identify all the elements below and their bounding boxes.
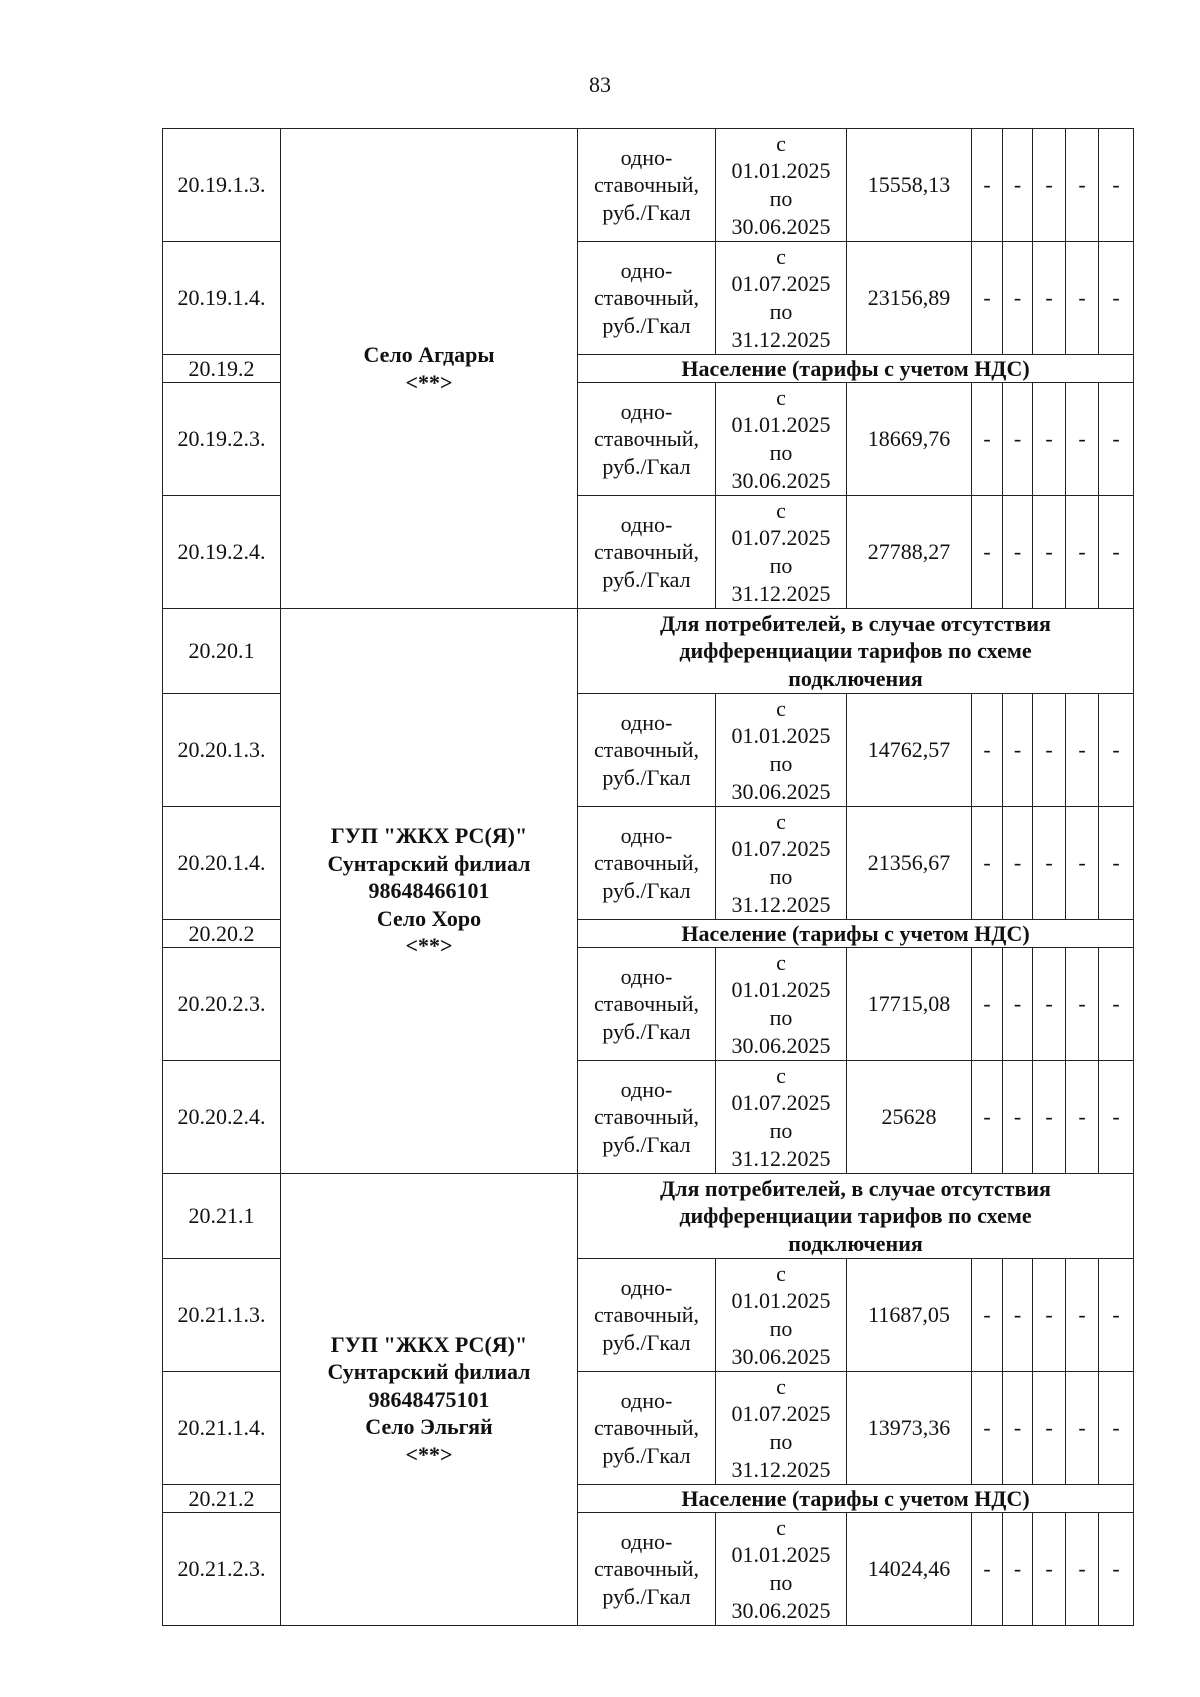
period-line: 01.01.2025: [731, 723, 831, 749]
tariff-type-cell: [578, 948, 716, 1061]
page-number: 83: [589, 72, 611, 97]
tariff-type-line: одно-: [620, 511, 673, 537]
empty-value-dash: -: [1066, 383, 1099, 496]
period-line: по: [769, 1429, 793, 1454]
empty-value-dash: -: [1003, 383, 1033, 496]
period-line: 01.01.2025: [731, 977, 831, 1003]
empty-value-dash: -: [1099, 129, 1134, 242]
period-line: по: [769, 1570, 793, 1595]
empty-value-dash: -: [1066, 129, 1099, 242]
empty-value-dash: -: [1033, 807, 1066, 920]
organization-line: <**>: [405, 1441, 453, 1467]
empty-value-dash: -: [972, 948, 1003, 1061]
period-line: 01.07.2025: [731, 836, 831, 862]
tariff-table: [162, 128, 1134, 1626]
tariff-type-line: ставочный,: [594, 850, 699, 876]
period-line: по: [769, 186, 793, 211]
tariff-type-line: ставочный,: [594, 737, 699, 763]
organization-line: <**>: [405, 369, 453, 395]
empty-value-dash: -: [972, 1513, 1003, 1626]
period-line: по: [769, 299, 793, 324]
empty-value-dash: -: [1003, 1372, 1033, 1485]
empty-value-dash: -: [1099, 694, 1134, 807]
tariff-type-line: руб./Гкал: [602, 1583, 691, 1609]
empty-value-dash: -: [1003, 1061, 1033, 1174]
tariff-value: 14762,57: [847, 694, 972, 807]
tariff-type-line: руб./Гкал: [602, 566, 691, 592]
period-line: 30.06.2025: [731, 1032, 831, 1058]
empty-value-dash: -: [1099, 1372, 1134, 1485]
population-header: Население (тарифы с учетом НДС): [578, 1485, 1134, 1513]
tariff-type-cell: [578, 807, 716, 920]
empty-value-dash: -: [1066, 807, 1099, 920]
tariff-type-line: ставочный,: [594, 539, 699, 565]
empty-value-dash: -: [972, 496, 1003, 609]
tariff-type-cell: [578, 1061, 716, 1174]
organization-line: 98648466101: [368, 878, 490, 904]
period-line: по: [769, 751, 793, 776]
organization-cell: [281, 1174, 578, 1626]
tariff-type-cell: [578, 1372, 716, 1485]
period-line: 30.06.2025: [731, 778, 831, 804]
empty-value-dash: -: [1033, 242, 1066, 355]
tariff-type-line: руб./Гкал: [602, 1131, 691, 1157]
period-line: с: [776, 130, 786, 156]
empty-value-dash: -: [1066, 496, 1099, 609]
period-line: с: [776, 1373, 786, 1399]
period-line: 01.01.2025: [731, 158, 831, 184]
empty-value-dash: -: [1003, 1259, 1033, 1372]
row-code: 20.20.2: [163, 920, 281, 948]
tariff-type-line: одно-: [620, 1387, 673, 1413]
empty-value-dash: -: [1099, 1513, 1134, 1626]
period-cell: [716, 1372, 847, 1485]
period-line: с: [776, 497, 786, 523]
row-code: 20.20.1.3.: [163, 694, 281, 807]
tariff-type-line: одно-: [620, 709, 673, 735]
tariff-type-cell: [578, 129, 716, 242]
empty-value-dash: -: [1003, 694, 1033, 807]
empty-value-dash: -: [1033, 948, 1066, 1061]
empty-value-dash: -: [1099, 1061, 1134, 1174]
tariff-type-line: одно-: [620, 257, 673, 283]
table-row: [163, 609, 1134, 694]
tariff-type-line: ставочный,: [594, 172, 699, 198]
period-line: 30.06.2025: [731, 213, 831, 239]
tariff-value: 27788,27: [847, 496, 972, 609]
table-row: [163, 129, 1134, 242]
tariff-type-line: одно-: [620, 144, 673, 170]
organization-line: ГУП "ЖКХ РС(Я)": [330, 823, 528, 849]
empty-value-dash: -: [1099, 383, 1134, 496]
empty-value-dash: -: [1066, 1061, 1099, 1174]
consumers-header: [578, 1174, 1134, 1259]
row-code: 20.19.2.3.: [163, 383, 281, 496]
period-line: 01.07.2025: [731, 1090, 831, 1116]
empty-value-dash: -: [1003, 242, 1033, 355]
empty-value-dash: -: [972, 129, 1003, 242]
tariff-type-line: руб./Гкал: [602, 453, 691, 479]
tariff-type-cell: [578, 1259, 716, 1372]
row-code: 20.21.1.4.: [163, 1372, 281, 1485]
tariff-type-cell: [578, 496, 716, 609]
row-code: 20.21.2: [163, 1485, 281, 1513]
empty-value-dash: -: [972, 242, 1003, 355]
empty-value-dash: -: [1066, 1513, 1099, 1626]
period-line: с: [776, 1514, 786, 1540]
tariff-value: 23156,89: [847, 242, 972, 355]
period-line: с: [776, 1260, 786, 1286]
empty-value-dash: -: [1033, 383, 1066, 496]
tariff-type-cell: [578, 694, 716, 807]
empty-value-dash: -: [1066, 694, 1099, 807]
row-code: 20.21.1.3.: [163, 1259, 281, 1372]
period-line: 01.07.2025: [731, 1401, 831, 1427]
empty-value-dash: -: [972, 1259, 1003, 1372]
empty-value-dash: -: [1003, 496, 1033, 609]
row-code: 20.19.2.4.: [163, 496, 281, 609]
period-line: 30.06.2025: [731, 1597, 831, 1623]
empty-value-dash: -: [1033, 694, 1066, 807]
tariff-type-line: ставочный,: [594, 285, 699, 311]
organization-cell: [281, 609, 578, 1174]
tariff-type-line: руб./Гкал: [602, 1329, 691, 1355]
population-header: Население (тарифы с учетом НДС): [578, 355, 1134, 383]
tariff-type-line: руб./Гкал: [602, 1018, 691, 1044]
empty-value-dash: -: [1033, 1513, 1066, 1626]
row-code: 20.20.1.4.: [163, 807, 281, 920]
period-line: 30.06.2025: [731, 1343, 831, 1369]
empty-value-dash: -: [1033, 1061, 1066, 1174]
empty-value-dash: -: [1099, 242, 1134, 355]
tariff-value: 21356,67: [847, 807, 972, 920]
tariff-type-line: руб./Гкал: [602, 199, 691, 225]
tariff-type-cell: [578, 1513, 716, 1626]
row-code: 20.20.2.3.: [163, 948, 281, 1061]
period-cell: [716, 1061, 847, 1174]
empty-value-dash: -: [1033, 1372, 1066, 1485]
period-line: 30.06.2025: [731, 467, 831, 493]
tariff-type-line: одно-: [620, 398, 673, 424]
tariff-type-line: ставочный,: [594, 1302, 699, 1328]
table-row: [163, 1174, 1134, 1259]
period-line: с: [776, 243, 786, 269]
empty-value-dash: -: [1066, 948, 1099, 1061]
empty-value-dash: -: [1066, 242, 1099, 355]
tariff-type-cell: [578, 383, 716, 496]
row-code: 20.19.1.4.: [163, 242, 281, 355]
tariff-value: 17715,08: [847, 948, 972, 1061]
empty-value-dash: -: [1099, 807, 1134, 920]
tariff-value: 25628: [847, 1061, 972, 1174]
tariff-value: 14024,46: [847, 1513, 972, 1626]
tariff-type-line: руб./Гкал: [602, 1442, 691, 1468]
empty-value-dash: -: [1066, 1259, 1099, 1372]
organization-line: <**>: [405, 933, 453, 959]
tariff-type-line: одно-: [620, 1076, 673, 1102]
empty-value-dash: -: [1033, 1259, 1066, 1372]
consumers-header: [578, 609, 1134, 694]
tariff-type-line: ставочный,: [594, 1104, 699, 1130]
empty-value-dash: -: [972, 383, 1003, 496]
row-code: 20.20.2.4.: [163, 1061, 281, 1174]
period-cell: [716, 1259, 847, 1372]
organization-line: Село Эльгяй: [365, 1414, 493, 1440]
organization-line: Сунтарский филиал: [327, 1359, 531, 1385]
empty-value-dash: -: [1099, 948, 1134, 1061]
organization-line: ГУП "ЖКХ РС(Я)": [330, 1331, 528, 1357]
tariff-type-cell: [578, 242, 716, 355]
period-cell: [716, 807, 847, 920]
period-line: по: [769, 1316, 793, 1341]
tariff-type-line: руб./Гкал: [602, 877, 691, 903]
period-line: по: [769, 553, 793, 578]
tariff-type-line: одно-: [620, 963, 673, 989]
period-line: 31.12.2025: [731, 580, 831, 606]
period-line: 01.07.2025: [731, 525, 831, 551]
organization-line: 98648475101: [368, 1386, 490, 1412]
period-cell: [716, 694, 847, 807]
period-line: по: [769, 1005, 793, 1030]
period-line: с: [776, 808, 786, 834]
organization-line: Село Хоро: [376, 905, 482, 931]
empty-value-dash: -: [972, 694, 1003, 807]
empty-value-dash: -: [1033, 129, 1066, 242]
period-cell: [716, 242, 847, 355]
tariff-type-line: ставочный,: [594, 991, 699, 1017]
row-code: 20.21.1: [163, 1174, 281, 1259]
consumers-header-line: Для потребителей, в случае отсутствия: [660, 610, 1051, 636]
empty-value-dash: -: [972, 1372, 1003, 1485]
row-code: 20.19.1.3.: [163, 129, 281, 242]
consumers-header-line: подключения: [788, 1230, 923, 1256]
tariff-type-line: ставочный,: [594, 426, 699, 452]
period-line: по: [769, 440, 793, 465]
tariff-type-line: ставочный,: [594, 1556, 699, 1582]
empty-value-dash: -: [972, 807, 1003, 920]
period-cell: [716, 948, 847, 1061]
row-code: 20.21.2.3.: [163, 1513, 281, 1626]
period-cell: [716, 383, 847, 496]
period-line: 01.01.2025: [731, 1288, 831, 1314]
period-line: по: [769, 1118, 793, 1143]
consumers-header-line: Для потребителей, в случае отсутствия: [660, 1175, 1051, 1201]
tariff-value: 11687,05: [847, 1259, 972, 1372]
tariff-value: 15558,13: [847, 129, 972, 242]
empty-value-dash: -: [1003, 129, 1033, 242]
period-line: с: [776, 949, 786, 975]
tariff-type-line: руб./Гкал: [602, 312, 691, 338]
empty-value-dash: -: [1003, 1513, 1033, 1626]
row-code: 20.19.2: [163, 355, 281, 383]
consumers-header-line: дифференциации тарифов по схеме: [679, 1203, 1032, 1229]
empty-value-dash: -: [1099, 496, 1134, 609]
period-cell: [716, 129, 847, 242]
period-line: с: [776, 695, 786, 721]
empty-value-dash: -: [1066, 1372, 1099, 1485]
period-line: с: [776, 384, 786, 410]
tariff-type-line: одно-: [620, 1274, 673, 1300]
population-header: Население (тарифы с учетом НДС): [578, 920, 1134, 948]
consumers-header-line: дифференциации тарифов по схеме: [679, 638, 1032, 664]
period-line: 31.12.2025: [731, 1456, 831, 1482]
tariff-type-line: ставочный,: [594, 1415, 699, 1441]
organization-line: Сунтарский филиал: [327, 850, 531, 876]
tariff-table-body: [163, 129, 1134, 1626]
period-cell: [716, 496, 847, 609]
empty-value-dash: -: [1003, 807, 1033, 920]
tariff-type-line: одно-: [620, 822, 673, 848]
organization-line: Село Агдары: [363, 342, 495, 367]
empty-value-dash: -: [1033, 496, 1066, 609]
consumers-header-line: подключения: [788, 665, 923, 691]
period-line: с: [776, 1062, 786, 1088]
period-line: 01.01.2025: [731, 412, 831, 438]
row-code: 20.20.1: [163, 609, 281, 694]
empty-value-dash: -: [1099, 1259, 1134, 1372]
tariff-type-line: одно-: [620, 1528, 673, 1554]
period-line: 31.12.2025: [731, 891, 831, 917]
tariff-value: 13973,36: [847, 1372, 972, 1485]
empty-value-dash: -: [1003, 948, 1033, 1061]
period-line: 31.12.2025: [731, 326, 831, 352]
period-line: 31.12.2025: [731, 1145, 831, 1171]
period-line: 01.01.2025: [731, 1542, 831, 1568]
tariff-type-line: руб./Гкал: [602, 764, 691, 790]
empty-value-dash: -: [972, 1061, 1003, 1174]
tariff-value: 18669,76: [847, 383, 972, 496]
organization-cell: [281, 129, 578, 609]
period-cell: [716, 1513, 847, 1626]
period-line: 01.07.2025: [731, 271, 831, 297]
period-line: по: [769, 864, 793, 889]
